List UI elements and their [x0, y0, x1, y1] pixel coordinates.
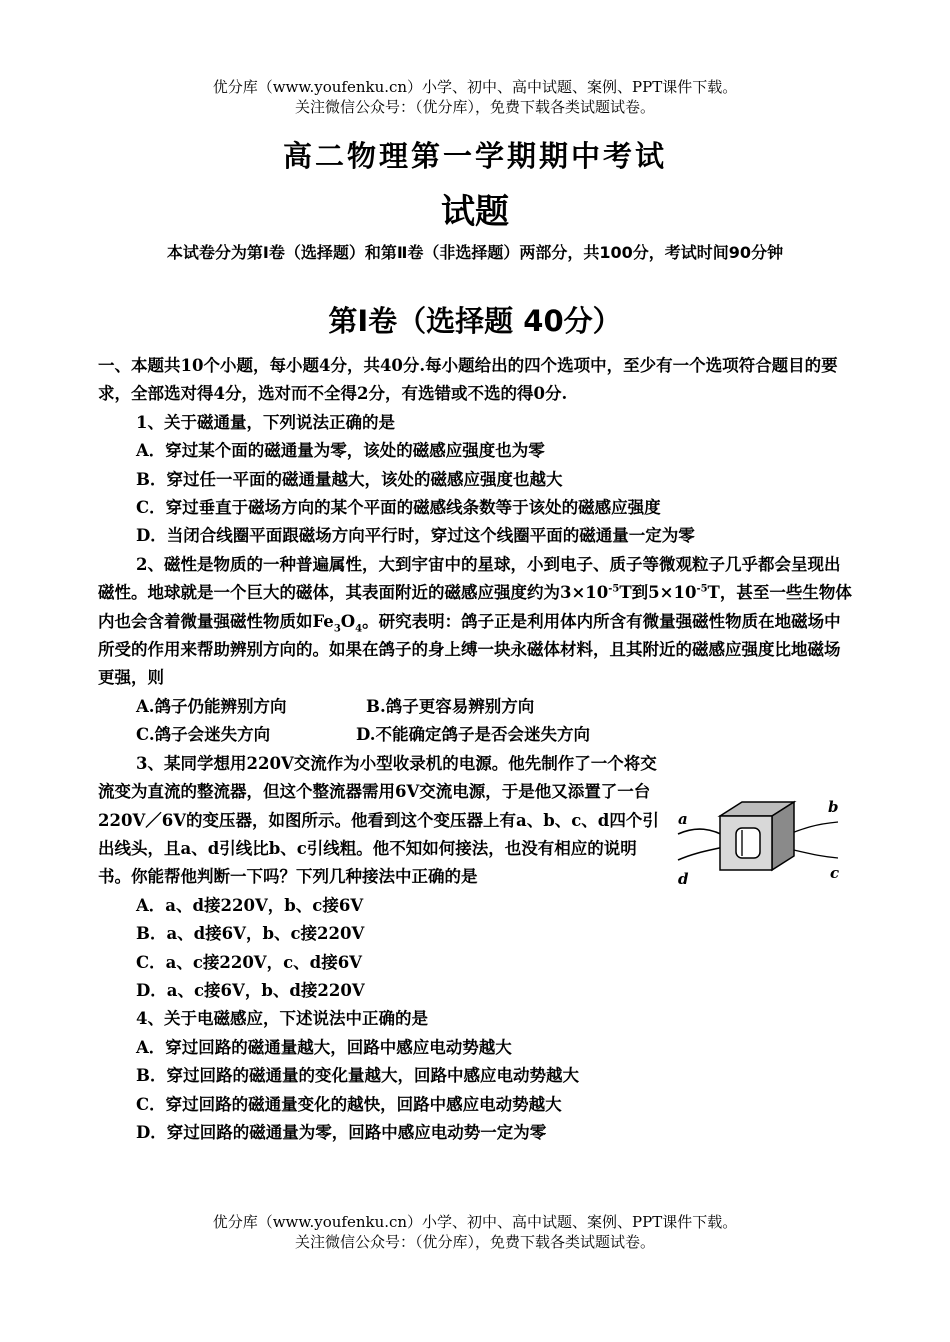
- label-d: d: [678, 869, 689, 888]
- q4-option-c: C．穿过回路的磁通量变化的越快，回路中感应电动势越大: [136, 1094, 562, 1114]
- q4-stem: 4、关于电磁感应，下述说法中正确的是: [136, 1009, 428, 1029]
- q2-option-a: A.鸽子仍能辨别方向: [136, 696, 287, 716]
- question-content: [98, 352, 854, 1147]
- q2-exp-2: -5: [696, 583, 708, 595]
- q2-options-row-2: [98, 721, 854, 749]
- exam-intro: 本试卷分为第Ⅰ卷（选择题）和第Ⅱ卷（非选择题）两部分，共100分，考试时间90分钟: [166, 243, 784, 262]
- label-c: c: [830, 863, 840, 882]
- label-a: a: [678, 809, 688, 828]
- q1-option-d: D．当闭合线圈平面跟磁场方向平行时，穿过这个线圈平面的磁通量一定为零: [136, 526, 695, 546]
- q3-option-c: C．a、c接220V，c、d接6V: [136, 952, 362, 972]
- q2-stem-d: O: [340, 611, 356, 631]
- q2-options-row-1: [98, 693, 854, 721]
- q2-option-c: C.鸽子会迷失方向: [136, 725, 271, 745]
- label-b: b: [828, 797, 839, 816]
- section-instructions: 一、本题共10个小题，每小题4分，共40分.每小题给出的四个选项中，至少有一个选项符合题目的要求，全部选对得4分，选对而不全得2分，有选错或不选的得0分.: [98, 356, 838, 404]
- footer-line-2: 关注微信公众号：（优分库），免费下载各类试题试卷。: [294, 1233, 655, 1251]
- q1-option-a: A．穿过某个面的磁通量为零，该处的磁感应强度也为零: [136, 441, 545, 461]
- q2-stem-a: 2、磁性是物质的一种普遍属性，大到宇宙中的星球，小到电子、质子等微观粒子几乎都会呈现出磁性。地球就是一个巨大的磁体，其表面附近的磁感应强度约为3×10: [98, 554, 841, 603]
- q1-stem: 1、关于磁通量，下列说法正确的是: [136, 412, 395, 432]
- header-line-1: 优分库（www.youfenku.cn）小学、初中、高中试题、案例、PPT课件下载。: [212, 78, 738, 96]
- q3-option-a: A．a、d接220V，b、c接6V: [136, 895, 364, 915]
- q2-exp-1: -5: [608, 583, 620, 595]
- q4-option-a: A．穿过回路的磁通量越大，回路中感应电动势越大: [136, 1037, 512, 1057]
- q2-stem-e: 。研究表明：鸽子正是利用体内所含有微量强磁性物质在地磁场中所受的作用来帮助辨别方向的。如果在鸽子的身上缚一块永磁体材料，且其附近的磁感应强度比地磁场更强，则: [98, 611, 841, 688]
- exam-subtitle: 试题: [441, 192, 509, 232]
- q2-sub-2: 4: [355, 622, 363, 634]
- q2-stem: [98, 551, 854, 693]
- q2-option-b: B.鸽子更容易辨别方向: [366, 696, 535, 716]
- coil-window: [736, 828, 760, 858]
- exam-title: 高二物理第一学期期中考试: [282, 139, 667, 173]
- q4-option-d: D．穿过回路的磁通量为零，回路中感应电动势一定为零: [136, 1122, 547, 1142]
- q1-option-b: B．穿过任一平面的磁通量越大，该处的磁感应强度也越大: [136, 469, 563, 489]
- q3-option-d: D．a、c接6V，b、d接220V: [136, 980, 365, 1000]
- q3-stem: 3、某同学想用220V交流作为小型收录机的电源。他先制作了一个将交流变为直流的整流器，但这个整流器需用6V交流电源，于是他又添置了一台220V／6V的变压器，如图所示。他看到这个变压器上有a、b、c、d四个引出线头，且a、d引线比b、c引线粗。他不知如何接法，也没有相应的说明书。你能帮他判断一下吗？下列几种接法中正确的是: [98, 753, 659, 887]
- q1-option-c: C．穿过垂直于磁场方向的某个平面的磁感线条数等于该处的磁感应强度: [136, 498, 661, 518]
- q4-option-b: B．穿过回路的磁通量的变化量越大，回路中感应电动势越大: [136, 1066, 579, 1086]
- header-line-2: 关注微信公众号：（优分库），免费下载各类试题试卷。: [294, 98, 655, 116]
- section-title: 第Ⅰ卷（选择题 40分）: [328, 304, 622, 338]
- q2-stem-c: T，甚至一些生物体内也会含着微量强磁性物质如Fe: [98, 583, 852, 631]
- q2-option-d: D.不能确定鸽子是否会迷失方向: [356, 725, 590, 745]
- q3-block: [98, 750, 854, 892]
- footer-line-1: 优分库（www.youfenku.cn）小学、初中、高中试题、案例、PPT课件下载。: [212, 1213, 738, 1231]
- q2-stem-b: T到5×10: [619, 583, 697, 603]
- q3-option-b: B．a、d接6V，b、c接220V: [136, 924, 365, 944]
- transformer-figure: [676, 794, 846, 894]
- q2-sub-1: 3: [333, 622, 341, 634]
